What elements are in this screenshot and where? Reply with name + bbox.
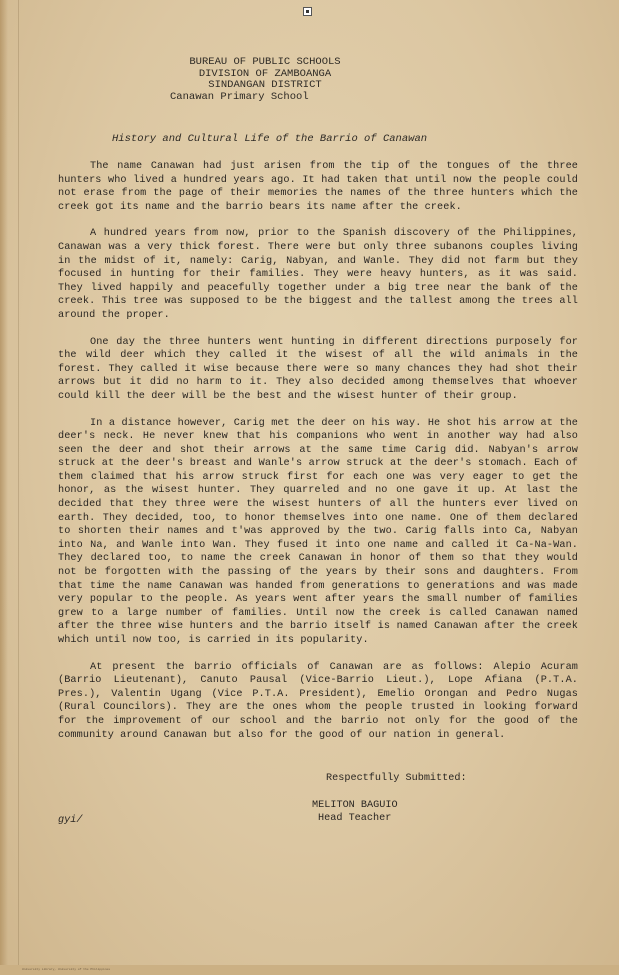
paragraph: In a distance however, Carig met the deer on his way. He shot his arrow at the deer's neck. He never knew that his companions who went in another way had also seen the deer and shot their arrows at the same time Carig did. Nabyan's arrow struck at the deer's breast and Wanle's arrow struck at the deer's stomach. Each of them claimed that his arrow struck first for each one was very eager to get the honor, as the wisest hunter. They quarreled and no one gave it up. At last the decided that they three were the wisest hunters of all the hunters ever lived on earth. They decided, too, to honor themselves into one name. One of them declared to shorten their names and t'was approved by the two. Carig falls into Ca, Nabyan into Na, and Wanle into Wan. They fused it into one name and called it Ca-Na-Wan. They declared too, to name the creek Canawan in honor of them so that they would not be forgotten with the passing of the years by their sons and daughters. From that time the name Canawan was handed from generations to generations and was made very popular to the people. As years went after years the small number of families grew to a large number of families. Until now the creek is called Canawan named after the three wise hunters and the barrio itself is named Canawan after the creek which until now too, is carried in its popularity. [58,417,578,646]
typist-initials: gyi/ [58,815,83,826]
archive-footer: University Library, University of the Philippines [0,965,619,975]
document-header [150,57,380,103]
header-division: DIVISION OF ZAMBOANGA [198,67,332,80]
paragraph: The name Canawan had just arisen from the tip of the tongues of the three hunters who lived a hundred years ago. It had taken that until now the people could not erase from the page of their memories the names of the three hunters which the creek got its name and the barrio bears its name after the creek. [58,161,578,213]
header-bureau: BUREAU OF PUBLIC SCHOOLS [189,56,341,68]
header-school: Canawan Primary School [170,90,309,103]
paragraph: One day the three hunters went hunting in different directions purposely for the wild deer which they called it the wisest of all the wild animals in the forest. They called it wise because there were so many chances they had shot their arrows but it did no harm to it. They also decided among themselves that whoever could kill the deer will be the best and the wisest hunter of their group. [58,336,578,402]
page-fold-line [18,0,19,975]
document-body [58,160,578,755]
paragraph: A hundred years from now, prior to the Spanish discovery of the Philippines, Canawan was a very thick forest. There were but only three subanons couples living in the midst of it, namely: Carig, Nabyan, and Wanle. They did not farm but they focused in hunting for their families. They were heavy hunters, as it was said. They lived happily and peacefully together under a big tree near the bank of the creek. This tree was supposed to be the biggest and the tallest among the trees all around the proper. [58,228,578,321]
signatory-position: Head Teacher [318,813,392,824]
closing-respectfully: Respectfully Submitted: [326,773,467,784]
document-title: History and Cultural Life of the Barrio of Canawan [112,133,428,145]
paragraph: At present the barrio officials of Canawan are as follows: Alepio Acuram (Barrio Lieutenant), Canuto Pausal (Vice-Barrio Lieut.), Lope Afiana (P.T.A. Pres.), Valentin Ugang (Vice P.T.A. President), Emelio Orongan and Pedro Nugas (Rural Councilors). They are the ones whom the people trusted in looking forward for the improvement of our school and the barrio not only for the good of the community around Canawan but also for the good of our nation in general. [58,661,578,741]
binding-hole-icon [303,7,312,16]
header-district: SINDANGAN DISTRICT [208,79,322,91]
page-edge-shadow [0,0,8,975]
signatory-name: MELITON BAGUIO [312,800,398,811]
